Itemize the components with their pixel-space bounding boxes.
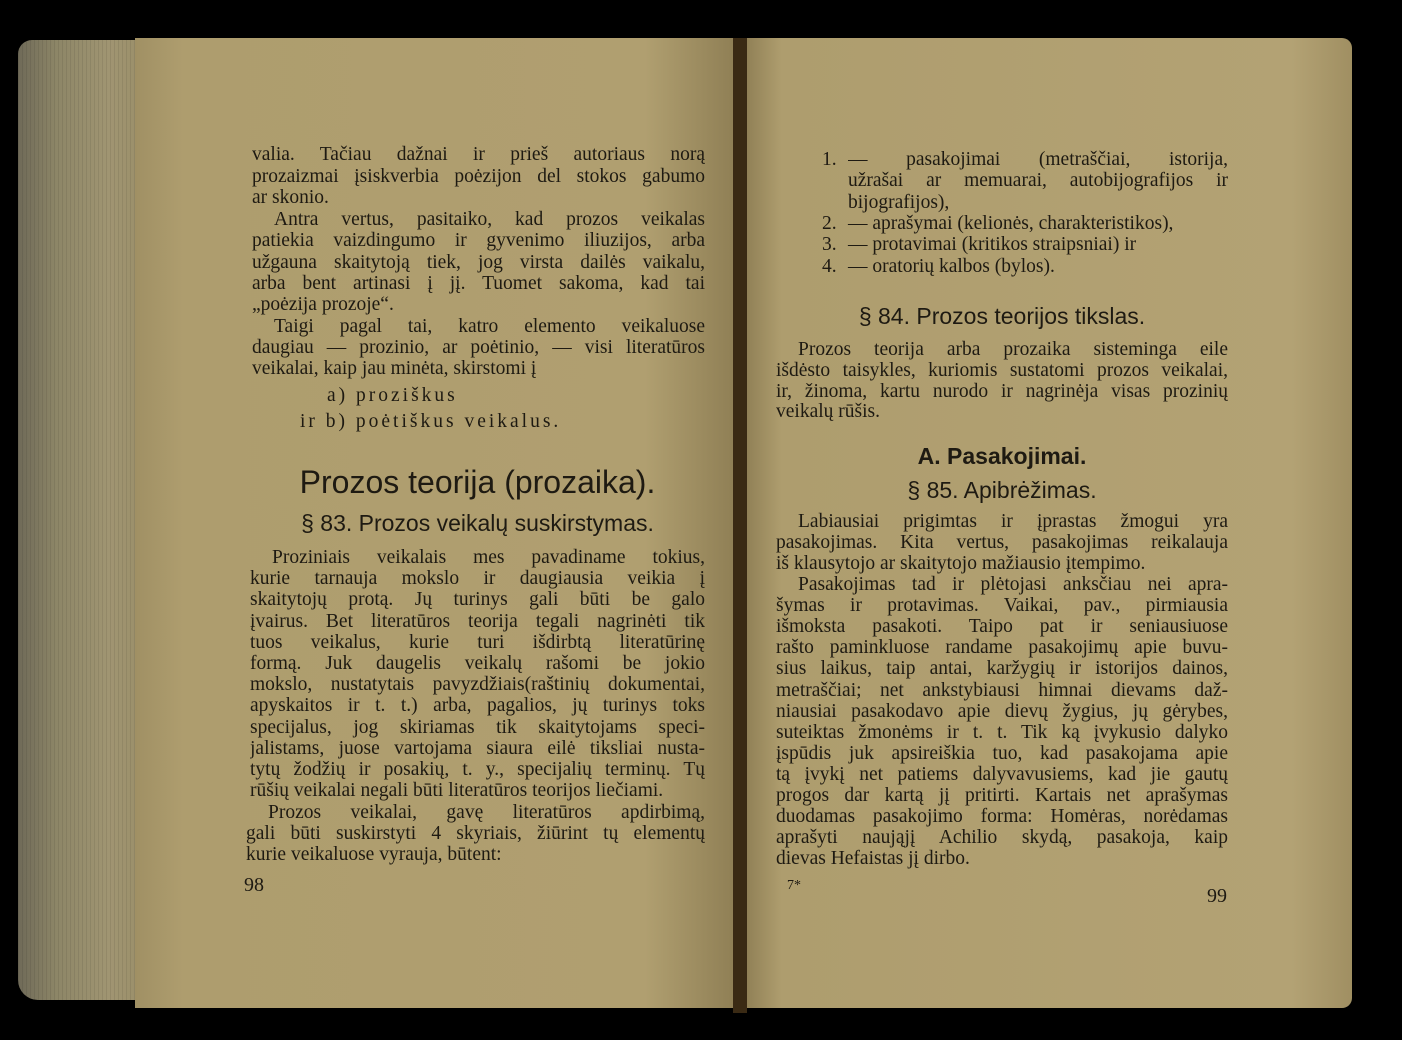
text-line: išmoksta pasakoti. Taipo pat ir seniausiuose (776, 616, 1228, 638)
text-line: metraščiai; net ankstybiausi himnai dievams daž- (776, 679, 1228, 701)
text-line: apyskaitos ir t. t.) arba, pagalios, jų turinys toks (250, 695, 705, 717)
text-line: skaitytojų protą. Jų turinys gali būti be galo (250, 589, 705, 611)
text-line: dievas Hefaistas jį dirbo. (776, 848, 970, 870)
list-item-line: — aprašymai (kelionės, charakteristikos), (848, 212, 1174, 234)
text-line: veikalai, kaip jau minėta, skirstomi į (252, 358, 537, 379)
page-edges (18, 40, 148, 1000)
section-85-heading: § 85. Apibrėžimas. (907, 477, 1097, 503)
list-item-line: — oratorių kalbos (bylos). (848, 255, 1055, 277)
text-line: šymas ir protavimas. Vaikai, pav., pirmiausia (776, 595, 1228, 617)
text-line: niausiai pasakodavo apie dievų žygius, jų gėrybes, (776, 700, 1228, 722)
text-line: formą. Juk daugelis veikalų rašomi be jokio (250, 653, 705, 674)
text-line: jalistams, juose vartojama siaura eilė tiksliai nusta- (250, 737, 705, 759)
section-84-heading: § 84. Prozos teorijos tikslas. (858, 303, 1146, 329)
text-line: kurie veikaluose vyrauja, būtent: (246, 844, 502, 866)
text-line: patiekia vaizdingumo ir gyvenimo iliuzijos, arba (252, 230, 705, 252)
chapter-heading: Prozos teorija (prozaika). (299, 464, 656, 500)
text-line: Taigi pagal tai, katro elemento veikaluose (274, 316, 705, 337)
text-line: rūšių veikalai negali būti literatūros teorijos liečiami. (250, 780, 664, 802)
list-item-line: — pasakojimai (metraščiai, istorija, (848, 149, 1228, 170)
section-83-heading: § 83. Prozos veikalų suskirstymas. (301, 510, 654, 536)
text-line: prozaizmai įsiskverbia poėzijon del stokos gabumo (252, 165, 705, 187)
heading-a-pasakojimai: A. Pasakojimai. (917, 443, 1087, 469)
text-line: tą įvykį net patiems dalyvavusiems, kad jie gautų (776, 763, 1228, 785)
text-line: išdėsto taisykles, kuriomis sustatomi prozos veikalai, (776, 359, 1228, 381)
text-line: gali būti suskirstyti 4 skyriais, žiūrint tų elementų (246, 823, 705, 845)
text-line: Prozos teorija arba prozaika sisteminga eile (798, 339, 1228, 360)
list-item-a: a) proziškus (327, 385, 458, 406)
list-number: 2. (822, 212, 837, 234)
text-line: arba bent artinasi į jį. Tuomet sakoma, kad tai (252, 272, 705, 294)
text-line: mokslo, nustatytais pavyzdžiais(raštinių dokumentai, (250, 674, 705, 696)
text-line: ir, žinoma, kartu nurodo ir nagrinėja visas prozinių (776, 380, 1228, 402)
text-line: sius laikus, taip antai, karžygių ir istorijos dainos, (776, 658, 1228, 680)
text-line: Antra vertus, pasitaiko, kad prozos veikalas (274, 209, 705, 230)
page-number-left: 98 (244, 874, 264, 896)
text-line: daugiau — prozinio, ar poėtinio, — visi literatūros (252, 337, 705, 358)
page-number-right: 99 (1207, 885, 1227, 907)
text-line: veikalų rūšis. (776, 401, 880, 423)
text-line: valia. Tačiau dažnai ir prieš autoriaus norą (252, 144, 705, 165)
list-number: 4. (822, 255, 837, 277)
text-line: pasakojimas. Kita vertus, pasakojimas reikalauja (776, 532, 1228, 553)
signature-mark: 7* (787, 878, 801, 893)
list-item-line: užrašai ar memuarai, autobijografijos ir (848, 170, 1228, 192)
text-line: užgauna skaitytoją tiek, jog virsta dailės vaikalu, (252, 251, 705, 273)
text-line: tuos veikalus, kurie turi išdirbtą literatūrinę (250, 631, 705, 653)
text-line: specijalus, jog skiriamas tik skaitytojams speci- (250, 716, 705, 738)
text-line: Pasakojimas tad ir plėtojasi anksčiau nei apra- (798, 574, 1228, 595)
text-line: Prozos veikalai, gavę literatūros apdirbimą, (268, 802, 705, 823)
list-number: 1. (822, 149, 837, 170)
text-line: rašto paminkluose randame pasakojimų apie buvu- (776, 637, 1228, 659)
text-line: suteiktas žmonėms ir t. t. Tik ką įvykusio dalyko (776, 721, 1228, 743)
text-line: iš klausytojo ar skaitytojo mažiausio įtempimo. (776, 553, 1146, 574)
list-item-line: — protavimai (kritikos straipsniai) ir (848, 234, 1137, 256)
text-line: „poėzija prozoje“. (252, 294, 394, 316)
text-line: įvairus. Bet literatūros teorija tegali nagrinėti tik (250, 610, 705, 632)
text-line: kurie tarnauja mokslo ir daugiausia veikia į (250, 568, 705, 590)
text-line: įspūdis juk apsireiškia tuo, kad pasakojama apie (776, 742, 1228, 764)
text-line: Proziniais veikalais mes pavadiname tokius, (272, 547, 705, 568)
text-line: Labiausiai prigimtas ir įprastas žmogui yra (798, 511, 1228, 532)
text-line: ar skonio. (252, 187, 329, 208)
text-line: tytų žodžių ir posakių, t. y., specijalių terminų. Tų (250, 759, 705, 780)
text-line: aprašyti naująjį Achilio skydą, pasakoja, kaip (776, 827, 1228, 849)
list-number: 3. (822, 234, 837, 256)
text-line: progos dar kartą jį pritirti. Kartais net aprašymas (776, 785, 1228, 806)
list-item-line: bijografijos), (848, 191, 950, 213)
list-item-b: ir b) poėtiškus veikalus. (300, 411, 562, 432)
text-line: duodamas pasakojimo forma: Homėras, norėdamas (776, 806, 1228, 828)
book-gutter (733, 38, 747, 1013)
